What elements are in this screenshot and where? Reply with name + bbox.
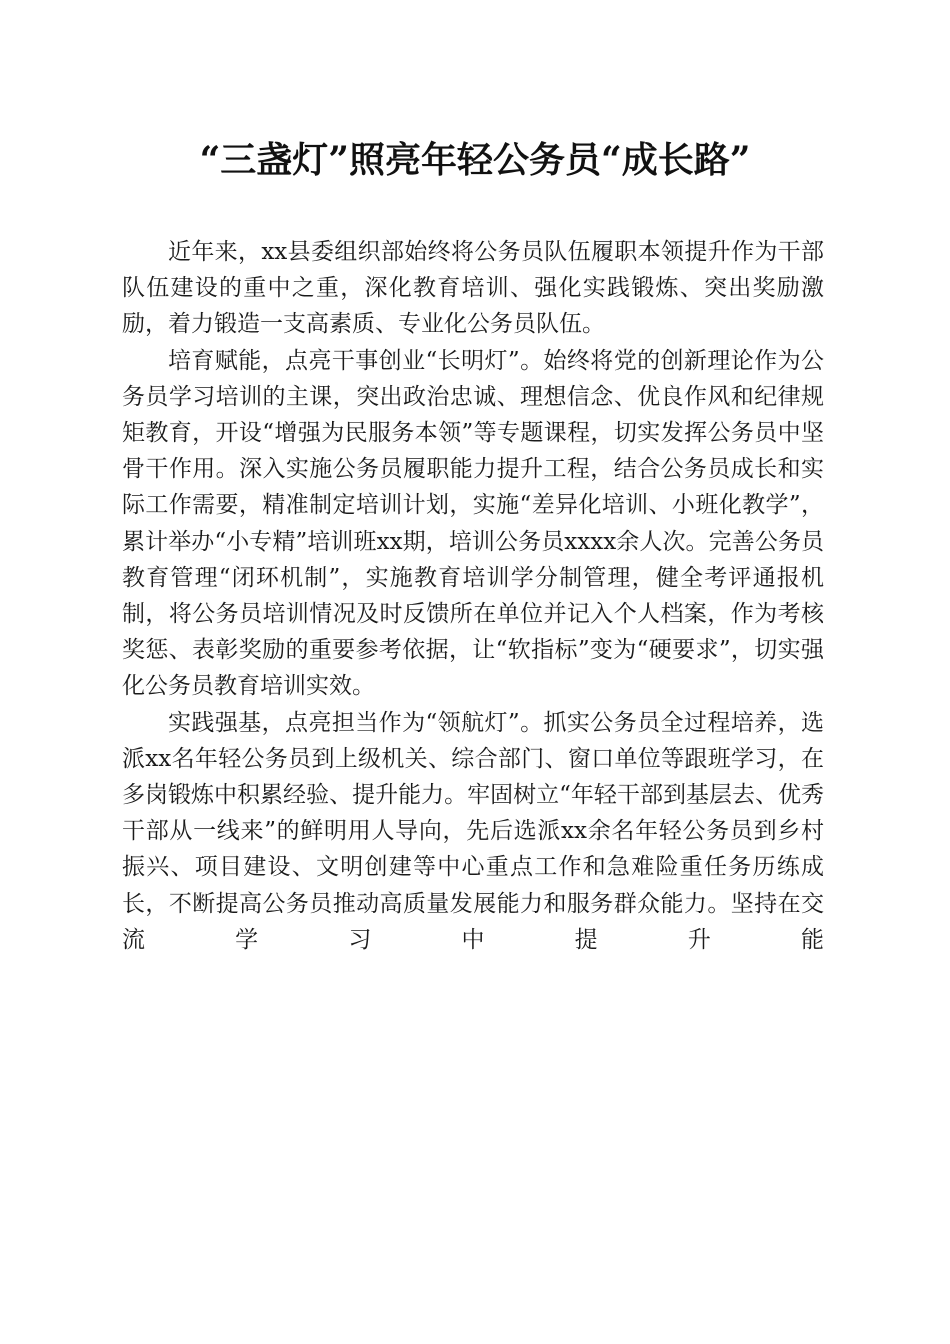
paragraph-training: 培育赋能，点亮干事创业“长明灯”。始终将党的创新理论作为公务员学习培训的主课，突出政治忠诚、理想信念、优良作风和纪律规矩教育，开设“增强为民服务本领”等专题课程，切实发挥公务员中坚骨干作用。深入实施公务员履职能力提升工程，结合公务员成长和实际工作需要，精准制定培训计划，实施“差异化培训、小班化教学”，累计举办“小专精”培训班xx期，培训公务员xxxx余人次。完善公务员教育管理“闭环机制”，实施教育培训学分制管理，健全考评通报机制，将公务员培训情况及时反馈所在单位并记入个人档案，作为考核奖惩、表彰奖励的重要参考依据，让“软指标”变为“硬要求”，切实强化公务员教育培训实效。: [122, 347, 824, 700]
paragraph-intro: 近年来，xx县委组织部始终将公务员队伍履职本领提升作为干部队伍建设的重中之重，深化教育培训、强化实践锻炼、突出奖励激励，着力锻造一支高素质、专业化公务员队伍。: [122, 239, 824, 338]
paragraph-practice: 实践强基，点亮担当作为“领航灯”。抓实公务员全过程培养，选派xx名年轻公务员到上级机关、综合部门、窗口单位等跟班学习，在多岗锻炼中积累经验、提升能力。牢固树立“年轻干部到基层去、优秀干部从一线来”的鲜明用人导向，先后选派xx余名年轻公务员到乡村振兴、项目建设、文明创建等中心重点工作和急难险重任务历练成长，不断提高公务员推动高质量发展能力和服务群众能力。坚持在交流学习中提升能: [122, 709, 824, 953]
document-title: “三盏灯”照亮年轻公务员“成长路”: [199, 139, 751, 181]
document-body: [122, 234, 824, 958]
